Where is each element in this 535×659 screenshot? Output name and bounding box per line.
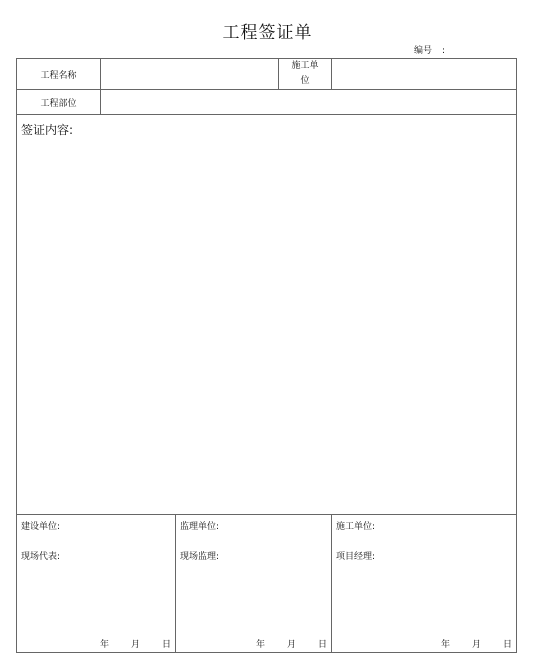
visa-form-table — [16, 58, 517, 653]
project-part-row — [17, 90, 517, 115]
serial-colon: : — [442, 46, 446, 56]
date-year: 年 — [440, 640, 450, 650]
contractor-label-line2: 位 — [300, 76, 310, 86]
date-month: 月 — [471, 640, 481, 650]
date-month: 月 — [130, 640, 140, 650]
project-name-label: 工程名称 — [17, 59, 101, 90]
date-month: 月 — [286, 640, 296, 650]
date-day: 日 — [161, 640, 171, 650]
supervisor-rep-label: 现场监理: — [180, 552, 220, 562]
supervisor-unit-label: 监理单位: — [180, 522, 220, 532]
contractor-unit-label: 施工单位: — [336, 522, 376, 532]
date-day: 日 — [318, 640, 328, 650]
content-row — [17, 115, 517, 515]
owner-unit-label: 建设单位: — [21, 522, 61, 532]
content-field[interactable] — [17, 115, 517, 515]
date-year: 年 — [99, 640, 109, 650]
form-title: 工程签证单 — [222, 23, 313, 43]
content-label: 签证内容: — [21, 123, 74, 137]
project-part-field[interactable] — [101, 90, 517, 115]
signature-row — [17, 515, 517, 653]
serial-number — [414, 43, 445, 56]
contractor-label — [279, 59, 332, 90]
owner-rep-label: 现场代表: — [21, 552, 61, 562]
project-name-field[interactable] — [101, 59, 279, 90]
date-day: 日 — [503, 640, 513, 650]
project-part-label: 工程部位 — [17, 90, 101, 115]
contractor-rep-label: 项目经理: — [336, 552, 376, 562]
owner-date — [78, 637, 171, 650]
serial-label: 编号 — [414, 46, 433, 56]
supervisor-signature-cell[interactable] — [176, 515, 332, 653]
contractor-field[interactable] — [332, 59, 517, 90]
contractor-date — [419, 637, 512, 650]
owner-signature-cell[interactable] — [17, 515, 176, 653]
date-year: 年 — [255, 640, 265, 650]
project-name-row — [17, 59, 517, 90]
contractor-label-line1: 施工单 — [291, 61, 319, 71]
contractor-signature-cell[interactable] — [332, 515, 517, 653]
supervisor-date — [234, 637, 327, 650]
